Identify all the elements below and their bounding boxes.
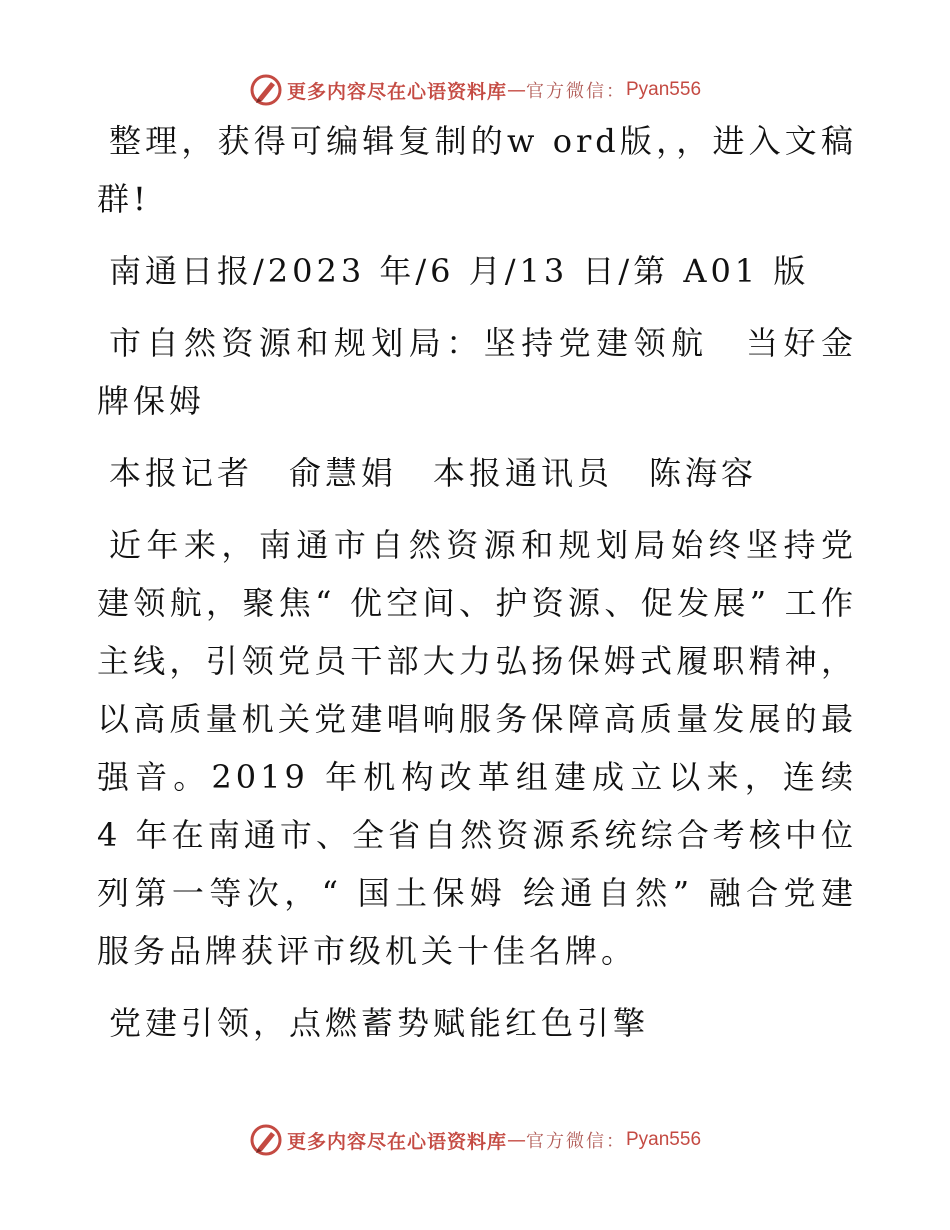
article-title: 市自然资源和规划局：坚持党建领航 当好金牌保姆 (97, 324, 857, 420)
watermark-site: 更多内容尽在心语资料库 (286, 80, 507, 103)
header-watermark (0, 70, 950, 110)
document-body (97, 112, 857, 1066)
pen-logo-icon (249, 1123, 283, 1157)
section-heading: 党建引领，点燃蓄势赋能红色引擎 (109, 1004, 650, 1042)
watermark-dash: — (507, 79, 526, 101)
watermark-wechat-id: Pyan556 (626, 1129, 702, 1150)
watermark-wechat-id: Pyan556 (626, 79, 702, 100)
intro-note: 整理，获得可编辑复制的w ord版，，进入文稿群! (97, 122, 857, 218)
watermark-dash: — (507, 1129, 526, 1151)
body-paragraph: 近年来，南通市自然资源和规划局始终坚持党建领航，聚焦“ 优空间、护资源、促发展” 工作主线，引领党员干部大力弘扬保姆式履职精神，以高质量机关党建唱响服务保障高质量发展的最强音。2019 年机构改革组建成立以来，连续 4 年在南通市、全省自然资源系统综合考核中位列第一等次，“ 国土保姆 绘通自然” 融合党建服务品牌获评市级机关十佳名牌。 (97, 526, 857, 970)
watermark-wechat-label: 官方微信： (526, 81, 626, 102)
pen-logo-icon (249, 73, 283, 107)
watermark-wechat-label: 官方微信： (526, 1131, 626, 1152)
byline: 本报记者 俞慧娟 本报通讯员 陈海容 (109, 454, 758, 492)
source-line: 南通日报/2023 年/6 月/13 日/第 A01 版 (109, 252, 810, 290)
watermark-site: 更多内容尽在心语资料库 (286, 1130, 507, 1153)
footer-watermark (0, 1120, 950, 1160)
